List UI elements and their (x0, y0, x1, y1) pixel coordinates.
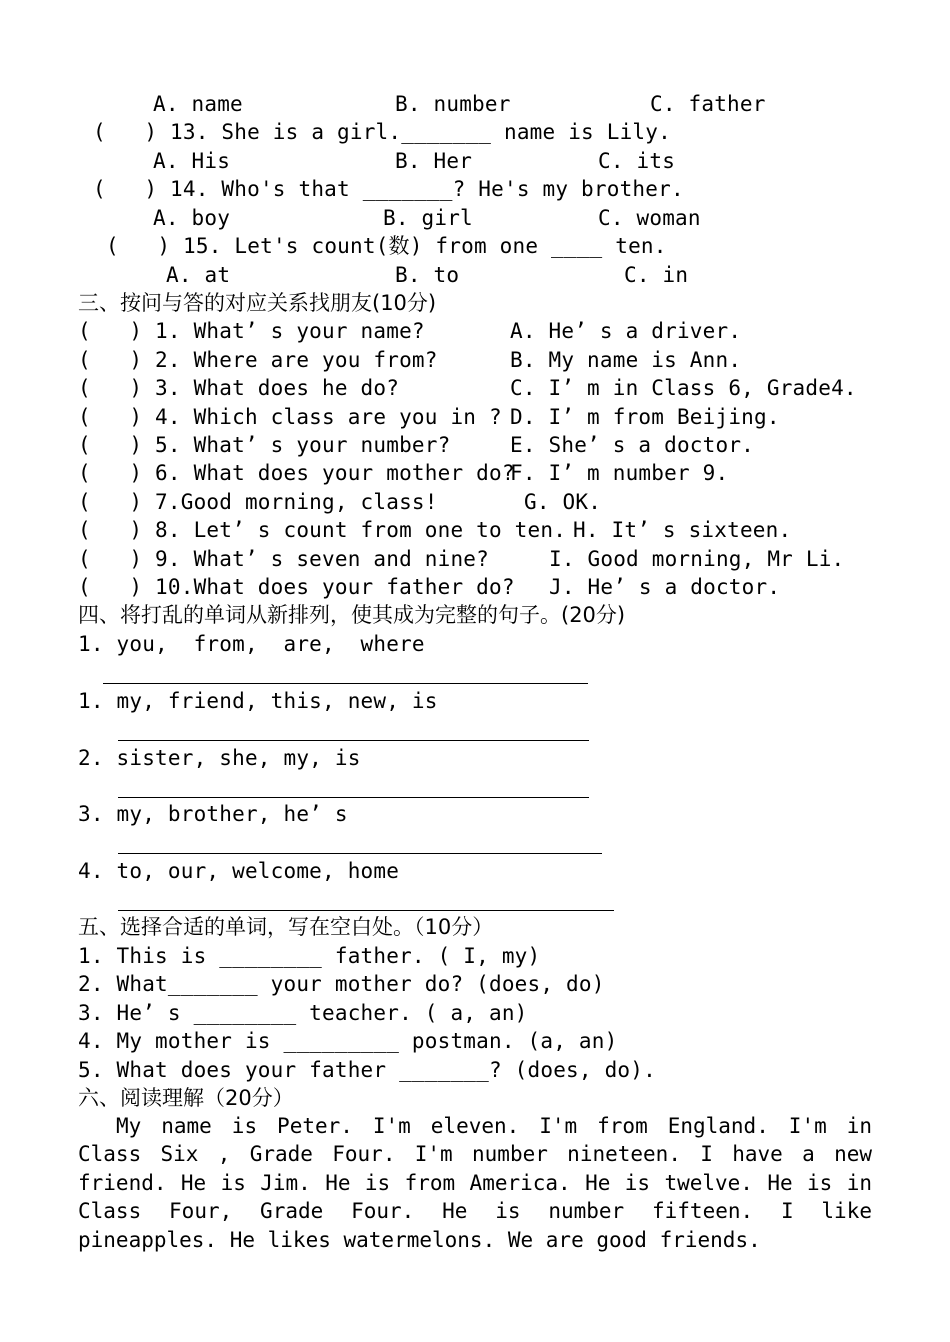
match-answer-e: E. She’ s a doctor. (510, 433, 755, 457)
match-question-6: ( ) 6. What does your mother do? (78, 461, 515, 485)
fill-item-4: 4. My mother is _________ postman. (a, an) (78, 1029, 618, 1053)
match-question-10: ( ) 10.What does your father do? (78, 575, 515, 599)
match-question-9: ( ) 9. What’ s seven and nine? (78, 547, 489, 571)
q13-option-a: A. His (153, 149, 231, 173)
match-question-1: ( ) 1. What’ s your name? (78, 319, 425, 343)
q13-option-c: C. its (598, 149, 676, 173)
answer-line-1b[interactable] (118, 740, 589, 741)
answer-line-3[interactable] (118, 853, 602, 854)
rearrange-item-4: 4. to, our, welcome, home (78, 859, 400, 883)
option-c-father: C. father (650, 92, 766, 116)
match-answer-i: I. Good morning, Mr Li. (549, 547, 845, 571)
section-5-title: 五、选择合适的单词，写在空白处。（10分） (78, 915, 494, 939)
match-answer-h: H. It’ s sixteen. (573, 518, 792, 542)
fill-item-3: 3. He’ s ________ teacher. ( a, an) (78, 1001, 528, 1025)
rearrange-item-1a: 1. you, from, are, where (78, 632, 425, 656)
match-answer-b: B. My name is Ann. (510, 348, 742, 372)
match-answer-g: G. OK. (524, 490, 602, 514)
option-a-name: A. name (153, 92, 243, 116)
match-answer-d: D. I’ m from Beijing. (510, 405, 780, 429)
match-answer-f: F. I’ m number 9. (510, 461, 729, 485)
rearrange-item-1b: 1. my, friend, this, new, is (78, 689, 438, 713)
section-6-title: 六、阅读理解（20分） (78, 1086, 294, 1110)
option-b-number: B. number (395, 92, 511, 116)
q15-option-b: B. to (395, 263, 460, 287)
q13-option-b: B. Her (395, 149, 473, 173)
answer-line-1a[interactable] (103, 683, 588, 684)
answer-line-4[interactable] (118, 910, 614, 911)
section-4-title: 四、将打乱的单词从新排列，使其成为完整的句子。(20分) (78, 603, 626, 627)
answer-line-2[interactable] (118, 797, 589, 798)
match-answer-j: J. He’ s a doctor. (549, 575, 781, 599)
match-answer-c: C. I’ m in Class 6, Grade4. (510, 376, 857, 400)
match-question-8: ( ) 8. Let’ s count from one to ten. (78, 518, 567, 542)
question-15: ( ) 15. Let's count(数) from one ____ ten. (106, 234, 667, 258)
q15-option-c: C. in (624, 263, 689, 287)
question-13: ( ) 13. She is a girl._______ name is Lily. (93, 120, 671, 144)
fill-item-5: 5. What does your father _______? (does, do). (78, 1058, 656, 1082)
match-answer-a: A. He’ s a driver. (510, 319, 742, 343)
q14-option-c: C. woman (598, 206, 701, 230)
match-question-4: ( ) 4. Which class are you in ? (78, 405, 502, 429)
rearrange-item-3: 3. my, brother, he’ s (78, 802, 348, 826)
reading-passage: My name is Peter. I'm eleven. I'm from England. I'm in Class Six , Grade Four. I'm number nineteen. I have a new friend. He is Jim. He is from America. He is twelve. He is in Class Four, Grade Four. He is number fifteen. I like pineapples. He likes watermelons. We are good friends. (78, 1114, 872, 1252)
fill-item-2: 2. What_______ your mother do? (does, do) (78, 972, 605, 996)
q14-option-b: B. girl (383, 206, 473, 230)
rearrange-item-2: 2. sister, she, my, is (78, 746, 361, 770)
section-3-title: 三、按问与答的对应关系找朋友(10分) (78, 291, 437, 315)
match-question-7: ( ) 7.Good morning, class! (78, 490, 438, 514)
match-question-2: ( ) 2. Where are you from? (78, 348, 438, 372)
q14-option-a: A. boy (153, 206, 231, 230)
fill-item-1: 1. This is ________ father. ( I, my) (78, 944, 541, 968)
match-question-5: ( ) 5. What’ s your number? (78, 433, 451, 457)
match-question-3: ( ) 3. What does he do? (78, 376, 400, 400)
question-14: ( ) 14. Who's that _______? He's my brother. (93, 177, 684, 201)
q15-option-a: A. at (166, 263, 231, 287)
